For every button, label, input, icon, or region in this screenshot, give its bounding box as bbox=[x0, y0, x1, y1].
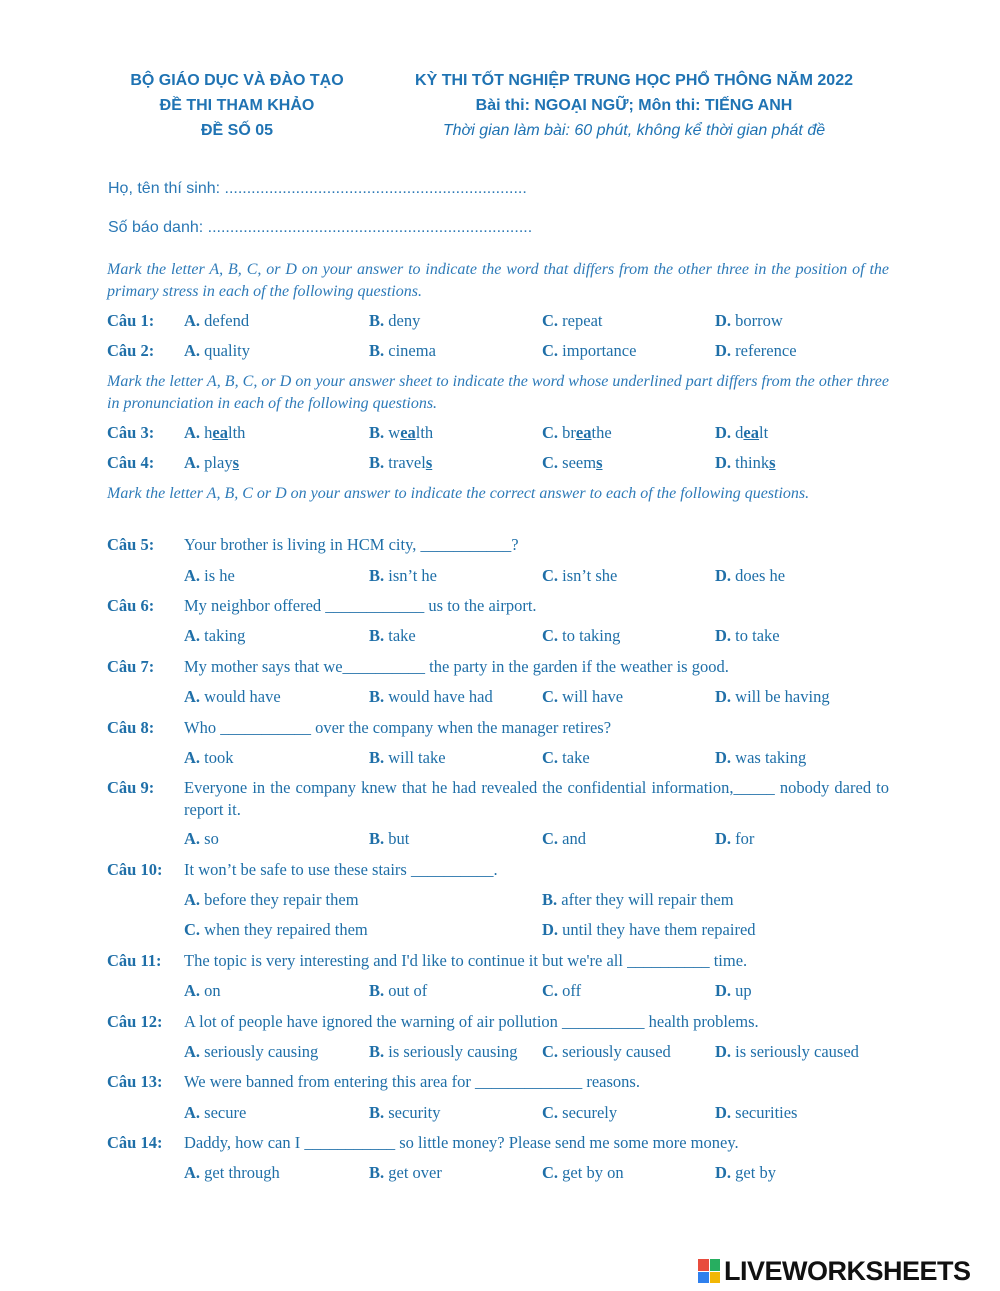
option-c: C. get by on bbox=[542, 1163, 624, 1182]
question-number: Câu 6: bbox=[107, 596, 155, 615]
option-b: B. out of bbox=[369, 981, 428, 1000]
option-b: B. take bbox=[369, 626, 416, 645]
question-stem: Your brother is living in HCM city, ___________? bbox=[184, 535, 519, 554]
question-8 bbox=[107, 718, 897, 742]
ministry-name: BỘ GIÁO DỤC VÀ ĐÀO TẠO bbox=[130, 72, 344, 89]
question-12-options bbox=[107, 1042, 897, 1066]
option-a: A. health bbox=[184, 423, 246, 442]
option-a: A. before they repair them bbox=[184, 890, 359, 909]
question-stem: Who ___________ over the company when the manager retires? bbox=[184, 718, 612, 737]
option-d: D. is seriously caused bbox=[715, 1042, 859, 1061]
option-b: B. deny bbox=[369, 311, 421, 330]
question-number: Câu 13: bbox=[107, 1072, 163, 1091]
question-2 bbox=[107, 341, 897, 365]
option-b: B. but bbox=[369, 829, 410, 848]
liveworksheets-logo-text: LIVEWORKSHEETS bbox=[724, 1255, 971, 1286]
option-c: C. and bbox=[542, 829, 586, 848]
option-b: B. get over bbox=[369, 1163, 442, 1182]
question-8-options bbox=[107, 748, 897, 772]
question-number: Câu 9: bbox=[107, 778, 155, 797]
option-c: C. off bbox=[542, 981, 582, 1000]
logo-square-red bbox=[698, 1259, 709, 1271]
question-number: Câu 14: bbox=[107, 1133, 163, 1152]
option-d: D. borrow bbox=[715, 311, 783, 330]
question-stem: My mother says that we__________ the party in the garden if the weather is good. bbox=[184, 657, 729, 676]
exam-time: Thời gian làm bài: 60 phút, không kể thời gian phát đề bbox=[442, 122, 826, 139]
exam-header bbox=[378, 68, 890, 143]
question-11 bbox=[107, 951, 897, 975]
exam-number: ĐỀ SỐ 05 bbox=[200, 122, 274, 139]
question-number: Câu 8: bbox=[107, 718, 155, 737]
option-c: C. isn’t she bbox=[542, 566, 618, 585]
option-a: A. on bbox=[184, 981, 221, 1000]
question-1 bbox=[107, 311, 897, 335]
logo-square-green bbox=[710, 1259, 721, 1271]
logo-square-blue bbox=[698, 1272, 709, 1284]
question-13-options bbox=[107, 1103, 897, 1127]
option-b: B. would have had bbox=[369, 687, 493, 706]
question-stem: It won’t be safe to use these stairs __________. bbox=[184, 860, 498, 879]
liveworksheets-logo-icon bbox=[698, 1259, 720, 1283]
question-stem: Daddy, how can I ___________ so little money? Please send me some more money. bbox=[184, 1133, 739, 1152]
question-7-options bbox=[107, 687, 897, 711]
option-c: C. when they repaired them bbox=[184, 920, 368, 939]
question-number: Câu 2: bbox=[107, 341, 155, 360]
question-6 bbox=[107, 596, 897, 620]
option-b: B. after they will repair them bbox=[542, 890, 734, 909]
question-stem: A lot of people have ignored the warning of air pollution __________ health problems. bbox=[184, 1012, 759, 1031]
option-d: D. to take bbox=[715, 626, 780, 645]
option-b: B. isn’t he bbox=[369, 566, 438, 585]
question-9-options bbox=[107, 829, 897, 853]
question-10-options-cd bbox=[107, 920, 897, 944]
question-3 bbox=[107, 423, 897, 447]
option-d: D. was taking bbox=[715, 748, 807, 767]
option-a: A. quality bbox=[184, 341, 250, 360]
exam-title: KỲ THI TỐT NGHIỆP TRUNG HỌC PHỔ THÔNG NĂM 2022 bbox=[415, 72, 853, 89]
question-number: Câu 4: bbox=[107, 453, 155, 472]
option-d: D. securities bbox=[715, 1103, 798, 1122]
question-stem: We were banned from entering this area for _____________ reasons. bbox=[184, 1072, 640, 1091]
option-a: A. would have bbox=[184, 687, 281, 706]
question-10-options-ab bbox=[107, 890, 897, 914]
question-number: Câu 1: bbox=[107, 311, 155, 330]
ministry-header bbox=[96, 68, 378, 143]
option-c: C. importance bbox=[542, 341, 637, 360]
option-b: B. travels bbox=[369, 453, 433, 472]
instruction-pronunciation: Mark the letter A, B, C, or D on your answer sheet to indicate the word whose underlined part differs from the other three in pronunciation in each of the following questions. bbox=[107, 373, 889, 412]
option-c: C. breathe bbox=[542, 423, 612, 442]
question-number: Câu 10: bbox=[107, 860, 163, 879]
option-c: C. to taking bbox=[542, 626, 621, 645]
question-13 bbox=[107, 1072, 897, 1096]
option-d: D. get by bbox=[715, 1163, 776, 1182]
question-number: Câu 5: bbox=[107, 535, 155, 554]
question-number: Câu 7: bbox=[107, 657, 155, 676]
option-a: A. defend bbox=[184, 311, 250, 330]
option-b: B. security bbox=[369, 1103, 441, 1122]
question-stem: My neighbor offered ____________ us to the airport. bbox=[184, 596, 537, 615]
question-number: Câu 3: bbox=[107, 423, 155, 442]
option-a: A. so bbox=[184, 829, 219, 848]
option-d: D. does he bbox=[715, 566, 786, 585]
instruction-correct-answer: Mark the letter A, B, C or D on your answer to indicate the correct answer to each of the following questions. bbox=[107, 485, 810, 502]
option-a: A. plays bbox=[184, 453, 240, 472]
question-11-options bbox=[107, 981, 897, 1005]
question-number: Câu 12: bbox=[107, 1012, 163, 1031]
option-a: A. is he bbox=[184, 566, 235, 585]
question-10 bbox=[107, 860, 897, 884]
option-d: D. for bbox=[715, 829, 755, 848]
exam-type: ĐỀ THI THAM KHẢO bbox=[159, 97, 315, 114]
option-b: B. cinema bbox=[369, 341, 436, 360]
option-c: C. seems bbox=[542, 453, 603, 472]
candidate-id-field: Số báo danh: ......................................................................... bbox=[108, 219, 533, 236]
option-a: A. secure bbox=[184, 1103, 247, 1122]
option-b: B. will take bbox=[369, 748, 446, 767]
logo-square-yellow bbox=[710, 1272, 721, 1284]
option-a: A. get through bbox=[184, 1163, 280, 1182]
question-stem: The topic is very interesting and I'd like to continue it but we're all __________ time. bbox=[184, 951, 748, 970]
instruction-stress: Mark the letter A, B, C, or D on your answer to indicate the word that differs from the other three in the position of the primary stress in each of the following questions. bbox=[107, 261, 889, 300]
option-c: C. repeat bbox=[542, 311, 603, 330]
option-c: C. seriously caused bbox=[542, 1042, 671, 1061]
question-7 bbox=[107, 657, 897, 681]
option-c: C. will have bbox=[542, 687, 624, 706]
option-a: A. took bbox=[184, 748, 234, 767]
exam-subject: Bài thi: NGOẠI NGỮ; Môn thi: TIẾNG ANH bbox=[475, 97, 793, 114]
question-4 bbox=[107, 453, 897, 477]
option-d: D. will be having bbox=[715, 687, 830, 706]
option-c: C. take bbox=[542, 748, 590, 767]
candidate-name-field: Họ, tên thí sinh: .................................................................... bbox=[108, 180, 527, 197]
option-d: D. up bbox=[715, 981, 752, 1000]
option-d: D. thinks bbox=[715, 453, 776, 472]
option-d: D. reference bbox=[715, 341, 797, 360]
question-12 bbox=[107, 1012, 897, 1036]
option-c: C. securely bbox=[542, 1103, 618, 1122]
option-d: D. dealt bbox=[715, 423, 769, 442]
question-5-options bbox=[107, 566, 897, 590]
question-number: Câu 11: bbox=[107, 951, 162, 970]
option-a: A. seriously causing bbox=[184, 1042, 319, 1061]
question-6-options bbox=[107, 626, 897, 650]
question-14-options bbox=[107, 1163, 897, 1187]
question-5 bbox=[107, 535, 897, 559]
option-b: B. wealth bbox=[369, 423, 434, 442]
question-stem: Everyone in the company knew that he had revealed the confidential information,_____ nobody dared to report it. bbox=[184, 778, 889, 819]
option-a: A. taking bbox=[184, 626, 246, 645]
option-d: D. until they have them repaired bbox=[542, 920, 756, 939]
liveworksheets-logo[interactable] bbox=[698, 1256, 971, 1286]
option-b: B. is seriously causing bbox=[369, 1042, 518, 1061]
question-14 bbox=[107, 1133, 897, 1157]
